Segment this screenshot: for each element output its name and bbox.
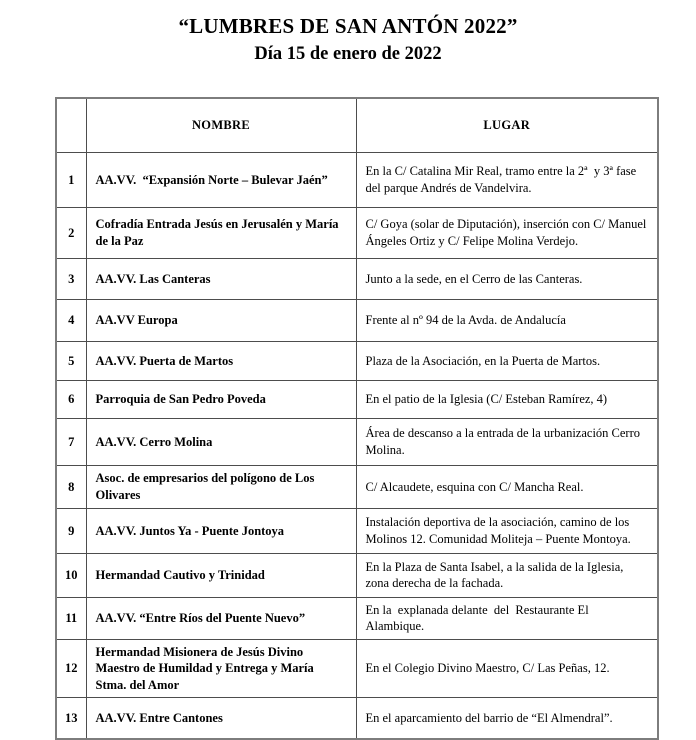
table-row xyxy=(56,553,658,597)
table-header-row xyxy=(56,98,658,152)
row-lugar: C/ Alcaudete, esquina con C/ Mancha Real. xyxy=(356,465,658,508)
row-number: 8 xyxy=(56,465,86,508)
row-number: 10 xyxy=(56,553,86,597)
header-lugar: LUGAR xyxy=(356,98,658,152)
table-row xyxy=(56,698,658,739)
row-lugar: En el Colegio Divino Maestro, C/ Las Peñas, 12. xyxy=(356,639,658,698)
header-num xyxy=(56,98,86,152)
row-nombre: Hermandad Misionera de Jesús Divino Maestro de Humildad y Entrega y María Stma. del Amor xyxy=(86,639,356,698)
row-lugar: En la C/ Catalina Mir Real, tramo entre la 2ª y 3ª fase del parque Andrés de Vandelvira. xyxy=(356,152,658,207)
row-lugar: C/ Goya (solar de Diputación), inserción con C/ Manuel Ángeles Ortiz y C/ Felipe Molina Verdejo. xyxy=(356,207,658,258)
table-row xyxy=(56,418,658,465)
header-nombre: NOMBRE xyxy=(86,98,356,152)
table-row xyxy=(56,299,658,341)
row-number: 9 xyxy=(56,508,86,553)
row-nombre: AA.VV Europa xyxy=(86,299,356,341)
row-number: 4 xyxy=(56,299,86,341)
title-block xyxy=(0,0,696,66)
row-lugar: En el aparcamiento del barrio de “El Almendral”. xyxy=(356,698,658,739)
table-row xyxy=(56,508,658,553)
page-title: “LUMBRES DE SAN ANTÓN 2022” xyxy=(178,14,518,38)
row-number: 13 xyxy=(56,698,86,739)
row-lugar: Junto a la sede, en el Cerro de las Canteras. xyxy=(356,258,658,299)
row-number: 12 xyxy=(56,639,86,698)
table-row xyxy=(56,597,658,639)
row-nombre: AA.VV. Entre Cantones xyxy=(86,698,356,739)
table-row xyxy=(56,207,658,258)
row-number: 6 xyxy=(56,380,86,418)
row-number: 11 xyxy=(56,597,86,639)
page-subtitle: Día 15 de enero de 2022 xyxy=(254,44,442,65)
row-lugar: Frente al nº 94 de la Avda. de Andalucía xyxy=(356,299,658,341)
row-number: 1 xyxy=(56,152,86,207)
row-nombre: Hermandad Cautivo y Trinidad xyxy=(86,553,356,597)
row-nombre: AA.VV. Las Canteras xyxy=(86,258,356,299)
row-nombre: AA.VV. “Expansión Norte – Bulevar Jaén” xyxy=(86,152,356,207)
row-lugar: En el patio de la Iglesia (C/ Esteban Ramírez, 4) xyxy=(356,380,658,418)
table-row xyxy=(56,152,658,207)
row-nombre: Asoc. de empresarios del polígono de Los Olivares xyxy=(86,465,356,508)
row-nombre: AA.VV. “Entre Ríos del Puente Nuevo” xyxy=(86,597,356,639)
row-number: 2 xyxy=(56,207,86,258)
row-nombre: AA.VV. Cerro Molina xyxy=(86,418,356,465)
row-nombre: Cofradía Entrada Jesús en Jerusalén y María de la Paz xyxy=(86,207,356,258)
row-lugar: Instalación deportiva de la asociación, camino de los Molinos 12. Comunidad Moliteja – Puente Montoya. xyxy=(356,508,658,553)
row-lugar: Plaza de la Asociación, en la Puerta de Martos. xyxy=(356,341,658,380)
table-row xyxy=(56,341,658,380)
lumbres-table xyxy=(55,97,659,740)
row-number: 7 xyxy=(56,418,86,465)
row-lugar: En la explanada delante del Restaurante El Alambique. xyxy=(356,597,658,639)
row-number: 5 xyxy=(56,341,86,380)
table-row xyxy=(56,639,658,698)
table-row xyxy=(56,465,658,508)
row-nombre: Parroquia de San Pedro Poveda xyxy=(86,380,356,418)
table-row xyxy=(56,258,658,299)
row-nombre: AA.VV. Puerta de Martos xyxy=(86,341,356,380)
table-row xyxy=(56,380,658,418)
row-number: 3 xyxy=(56,258,86,299)
row-lugar: Área de descanso a la entrada de la urbanización Cerro Molina. xyxy=(356,418,658,465)
row-lugar: En la Plaza de Santa Isabel, a la salida de la Iglesia, zona derecha de la fachada. xyxy=(356,553,658,597)
row-nombre: AA.VV. Juntos Ya - Puente Jontoya xyxy=(86,508,356,553)
